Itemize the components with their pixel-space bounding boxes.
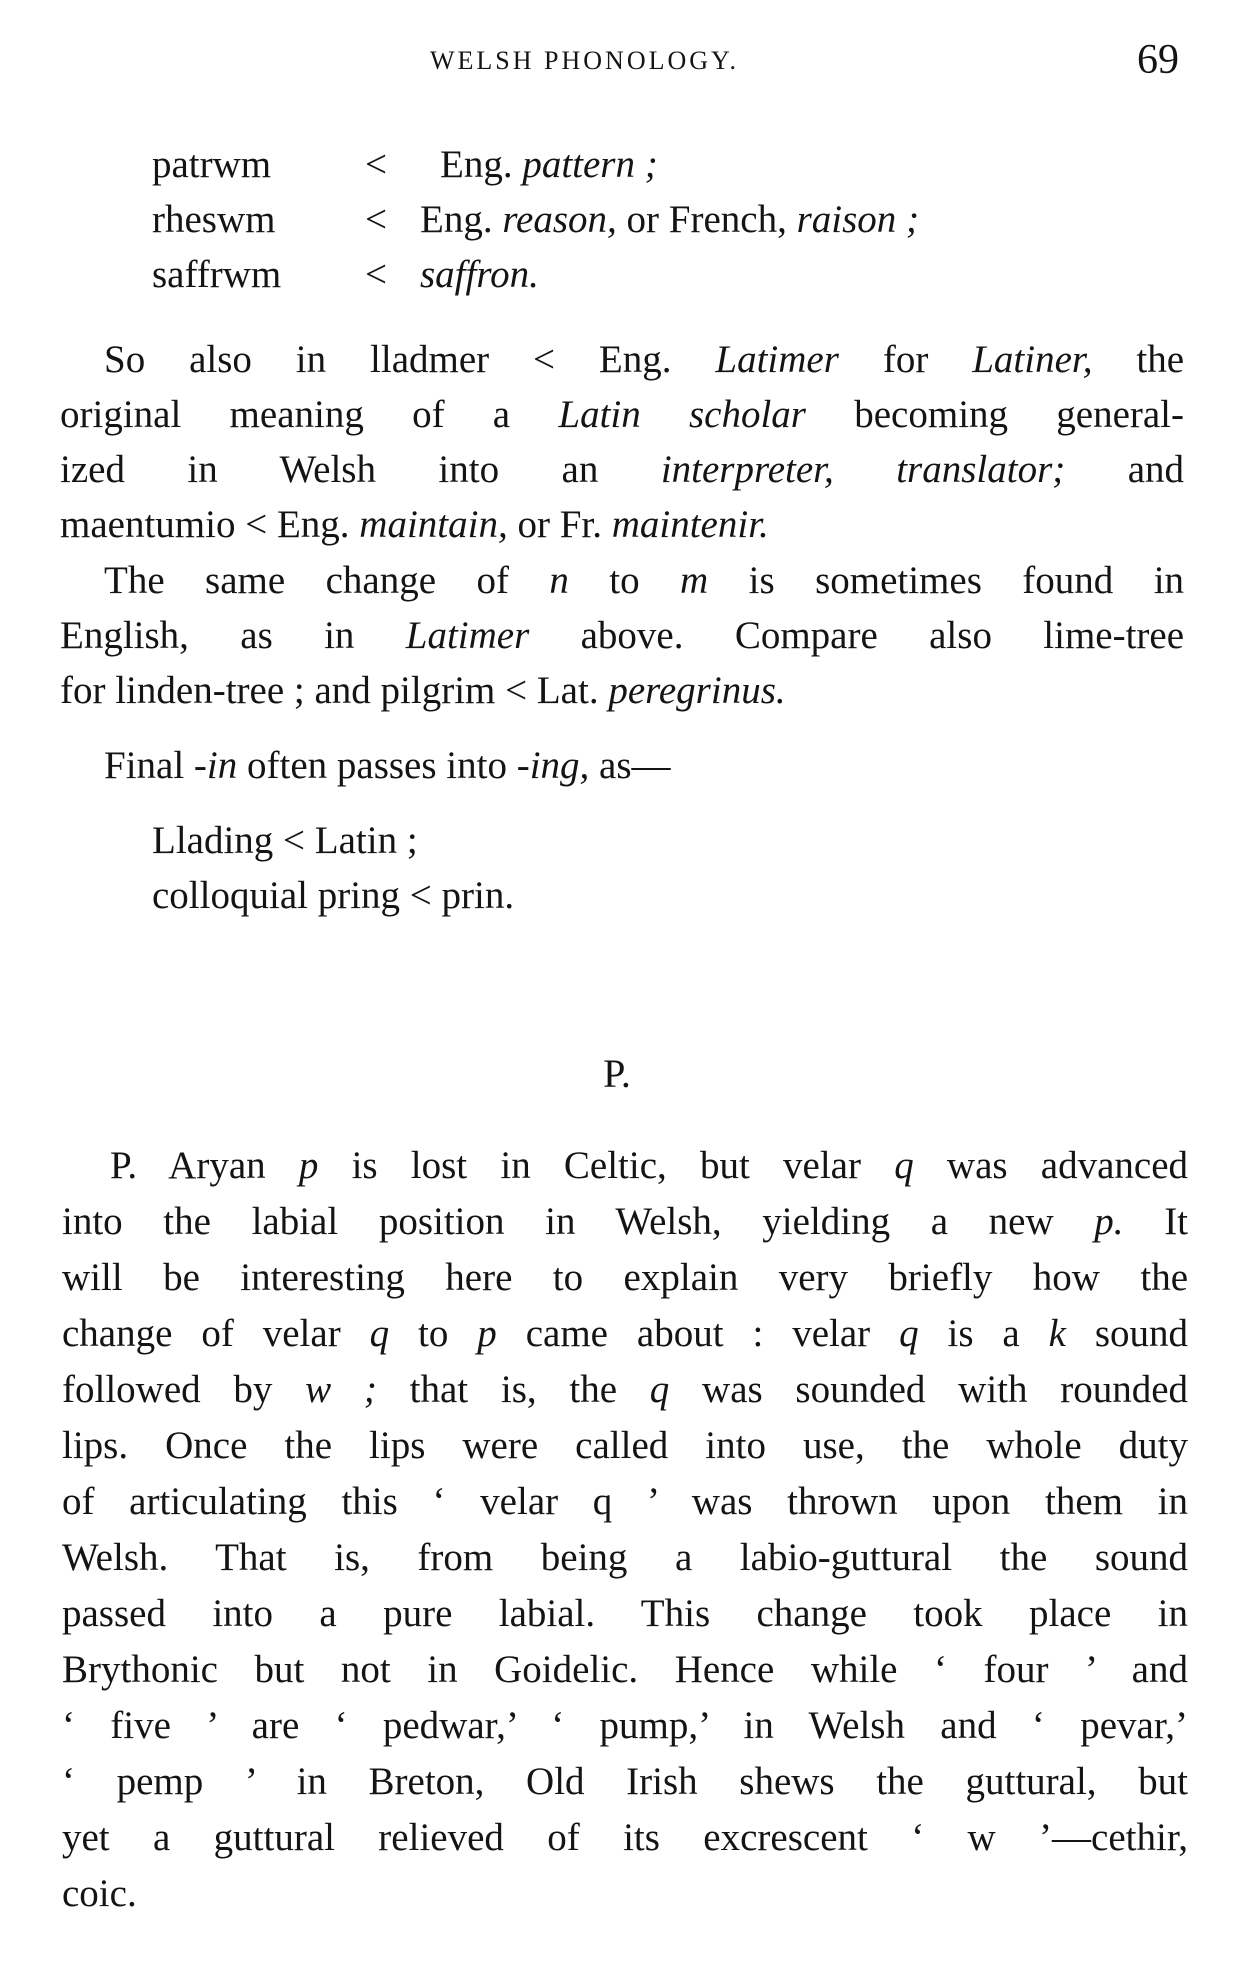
paragraph-line: lips. Once the lips were called into use, the whole duty <box>62 1424 1188 1467</box>
paragraph-line: yet a guttural relieved of its excrescent ‘ w ’—cethir, <box>62 1816 1188 1859</box>
paragraph-line: maentumio < Eng. maintain, or Fr. maintenir. <box>60 503 769 546</box>
paragraph-line: P. Aryan p is lost in Celtic, but velar q was advanced <box>110 1144 1189 1187</box>
example-word: saffrwm <box>152 253 282 296</box>
paragraph-line: into the labial position in Welsh, yielding a new p. It <box>62 1200 1189 1243</box>
source-word: saffron. <box>420 253 539 296</box>
paragraph-line: So also in lladmer < Eng. Latimer for Latiner, the <box>104 338 1185 381</box>
paragraph-line: will be interesting here to explain very briefly how the <box>62 1256 1188 1299</box>
derivation-sign: < <box>365 143 387 186</box>
source-prefix: Eng. <box>420 198 493 241</box>
example-source <box>420 197 919 242</box>
source-word: pattern ; <box>522 143 658 186</box>
paragraph-line: coic. <box>62 1872 137 1915</box>
paragraph-line: The same change of n to m is sometimes found in <box>104 559 1185 602</box>
source-connector: or French, <box>626 198 787 241</box>
example-word: rheswm <box>152 198 276 241</box>
paragraph-line: ‘ five ’ are ‘ pedwar,’ ‘ pump,’ in Welsh and ‘ pevar,’ <box>62 1704 1188 1747</box>
paragraph-line: passed into a pure labial. This change took place in <box>62 1592 1188 1635</box>
source-word: reason, <box>502 198 617 241</box>
paragraph-line: followed by w ; that is, the q was sounded with rounded <box>62 1368 1189 1411</box>
page-number: 69 <box>1137 37 1179 83</box>
paragraph-line: original meaning of a Latin scholar becoming general- <box>60 393 1185 436</box>
derivation-sign: < <box>365 198 387 241</box>
paragraph-line: ized in Welsh into an interpreter, translator; and <box>60 448 1185 491</box>
example-row: colloquial pring < prin. <box>152 874 515 917</box>
paragraph-line: Welsh. That is, from being a labio-guttural the sound <box>62 1536 1188 1579</box>
paragraph-line: change of velar q to p came about : velar q is a k sound <box>62 1312 1189 1355</box>
running-title: WELSH PHONOLOGY. <box>430 46 739 75</box>
paragraph-line: ‘ pemp ’ in Breton, Old Irish shews the guttural, but <box>62 1760 1188 1803</box>
derivation-sign: < <box>365 253 387 296</box>
example-source <box>440 142 658 187</box>
example-word: patrwm <box>152 143 272 186</box>
paragraph-line: for linden-tree ; and pilgrim < Lat. peregrinus. <box>60 669 786 712</box>
example-source <box>420 252 539 297</box>
paragraph-line: of articulating this ‘ velar q ’ was thrown upon them in <box>62 1480 1188 1523</box>
paragraph-line: Final -in often passes into -ing, as— <box>104 744 671 787</box>
source-prefix: Eng. <box>440 143 513 186</box>
paragraph-line: Brythonic but not in Goidelic. Hence while ‘ four ’ and <box>62 1648 1188 1691</box>
source-word-alt: raison ; <box>796 198 920 241</box>
section-heading: P. <box>603 1051 631 1096</box>
page-header <box>0 37 1234 83</box>
example-row: Llading < Latin ; <box>152 819 418 862</box>
paragraph-line: English, as in Latimer above. Compare also lime-tree <box>60 614 1185 657</box>
